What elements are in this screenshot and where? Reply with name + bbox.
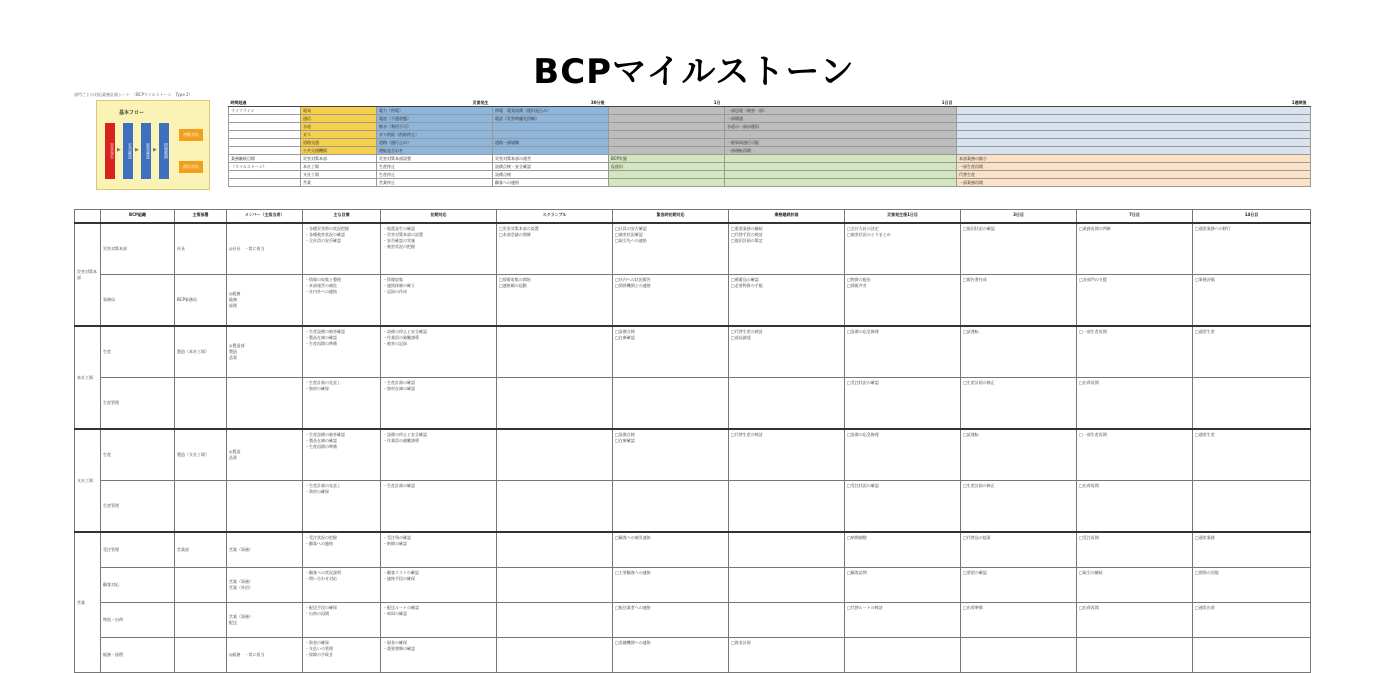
task-cell-org: 災害対策本部: [101, 223, 175, 275]
task-cell-org: 生産: [101, 429, 175, 481]
task-cell-goal: ・受注状況の把握 ・顧客への連絡: [303, 532, 381, 568]
task-cell-init: ・配送ルートの確認 ・車両の確認: [381, 603, 497, 638]
task-cell-dept: [175, 568, 227, 603]
schedule-segment: 一般車両通行可能: [725, 139, 957, 147]
task-cell-goal: ・生産設備の被害確認 ・製品在庫の確認 ・生産再開の準備: [303, 429, 381, 481]
main-header-cell: 初期対応: [381, 210, 497, 224]
task-cell-scramble: [497, 532, 613, 568]
schedule-segment: [957, 107, 1311, 115]
task-cell-d14: □通常業務: [1193, 532, 1311, 568]
schedule-segment: 災害対策本部設置: [377, 155, 493, 163]
flow-title: 基本フロー: [119, 110, 145, 116]
schedule-segment: [609, 179, 725, 187]
schedule-segment: 代替生産: [957, 171, 1311, 179]
main-header-cell: スクランブル: [497, 210, 613, 224]
task-cell-member: ◎総務 総務 経理: [227, 275, 303, 327]
main-table-header: [75, 210, 1311, 224]
task-cell-d1: □設備の応急修理: [845, 326, 961, 378]
schedule-row-item: 電気: [301, 107, 377, 115]
schedule-row-label: [229, 147, 301, 155]
schedule-row: [229, 179, 1311, 187]
task-cell-d1: □設備の応急修理: [845, 429, 961, 481]
task-cell-dept: 製造（本社工場）: [175, 326, 227, 378]
flow-arrow-icon: ▶: [117, 147, 121, 153]
schedule-segment: 運転見合わせ: [377, 147, 493, 155]
task-cell-d14: □通常出荷: [1193, 603, 1311, 638]
task-cell-goal: ・配送手段の確保 ・出荷の再開: [303, 603, 381, 638]
task-cell-member: [227, 481, 303, 533]
task-cell-dept: 製造（支社工場）: [175, 429, 227, 481]
task-cell-d3: □試運転: [961, 326, 1077, 378]
task-cell-scramble: [497, 378, 613, 430]
schedule-segment: [493, 147, 609, 155]
task-cell-d7: [1077, 638, 1193, 673]
schedule-segment: 水道の一部が復旧: [725, 123, 957, 131]
task-cell-d1: □納期調整: [845, 532, 961, 568]
task-cell-d7: □出荷再開: [1077, 378, 1193, 430]
task-row: [75, 568, 1311, 603]
task-cell-bcp: [729, 532, 845, 568]
task-cell-d1: □顧客訪問: [845, 568, 961, 603]
schedule-segment: [725, 131, 957, 139]
task-cell-d1: □受注状況の確認: [845, 378, 961, 430]
task-cell-org: 生産管理: [101, 481, 175, 533]
task-cell-d7: □一部生産再開: [1077, 429, 1193, 481]
schedule-header-cell: 時間経過: [229, 100, 301, 107]
task-cell-init: ・現金の確保 ・重要書類の確認: [381, 638, 497, 673]
task-cell-goal: ・生産計画の見直し ・資材の確保: [303, 378, 381, 430]
schedule-header-cell: 災害発生: [377, 100, 493, 107]
task-cell-member: 営業（事務）: [227, 532, 303, 568]
sheet-caption: 部門ごとの対応業務計画シート （BCPマイルストーン Type 2）: [74, 92, 193, 97]
task-cell-member: ◎製造部 製造 品質: [227, 326, 303, 378]
schedule-row-item: 営業: [301, 179, 377, 187]
main-header-cell: 主管部署: [175, 210, 227, 224]
task-cell-scramble: [497, 638, 613, 673]
task-cell-dept: 営業部: [175, 532, 227, 568]
schedule-segment: 停電 電気設備（復旧見込み）: [493, 107, 609, 115]
schedule-row: [229, 163, 1311, 171]
task-cell-member: ◎総務 ・常に担当: [227, 638, 303, 673]
task-cell-goal: ・生産設備の被害確認 ・製品在庫の確認 ・生産再開の準備: [303, 326, 381, 378]
schedule-segment: 電話（不通状態）: [377, 115, 493, 123]
task-cell-d3: □出荷準備: [961, 603, 1077, 638]
task-cell-d14: [1193, 378, 1311, 430]
task-cell-d7: □一部生産再開: [1077, 326, 1193, 378]
task-cell-dept: BCP事務局: [175, 275, 227, 327]
schedule-segment: ガス供給（供給停止）: [377, 131, 493, 139]
task-cell-d14: □事後評価: [1193, 275, 1311, 327]
main-header-cell: 7日目: [1077, 210, 1193, 224]
task-cell-d3: □復旧状況の確認: [961, 223, 1077, 275]
task-cell-d1: □代替ルートの検討: [845, 603, 961, 638]
task-cell-d14: [1193, 481, 1311, 533]
flow-arrow-icon: ▶: [135, 147, 139, 153]
schedule-segment: [957, 131, 1311, 139]
task-cell-d7: □各部門の支援: [1077, 275, 1193, 327]
task-cell-d14: □通常生産: [1193, 429, 1311, 481]
schedule-segment: [725, 163, 957, 171]
task-cell-init: ・生産計画の確認: [381, 481, 497, 533]
schedule-segment: [609, 171, 725, 179]
schedule-segment: 設備点検: [493, 171, 609, 179]
schedule-segment: [725, 171, 957, 179]
schedule-row: [229, 115, 1311, 123]
task-cell-bcp: □資金計画: [729, 638, 845, 673]
schedule-row-label: 業務継続目標: [229, 155, 301, 163]
bcp-task-table: [74, 209, 1311, 673]
schedule-segment: 一部開通: [725, 115, 957, 123]
task-row: [75, 378, 1311, 430]
task-cell-member: ◎社長 ・常に担当: [227, 223, 303, 275]
task-cell-org: 総務・経理: [101, 638, 175, 673]
task-cell-d3: □報告書作成: [961, 275, 1077, 327]
task-row: [75, 326, 1311, 378]
schedule-segment: 顧客への連絡: [493, 179, 609, 187]
task-cell-bcp: □重要業務の継続 □代替手段の検討 □復旧計画の策定: [729, 223, 845, 275]
task-cell-bcp: [729, 603, 845, 638]
task-cell-d14: □通常生産: [1193, 326, 1311, 378]
schedule-segment: [957, 139, 1311, 147]
task-cell-init: ・設備の停止と安全確認 ・作業員の避難誘導 ・被害の記録: [381, 326, 497, 378]
task-cell-org: 物流・出荷: [101, 603, 175, 638]
schedule-segment: 道路（通行止め）: [377, 139, 493, 147]
task-cell-member: 営業（事務） 配送: [227, 603, 303, 638]
schedule-row: [229, 131, 1311, 139]
flow-tag-recovery: 復旧対応: [179, 161, 203, 173]
main-header-cell: 主な目標: [303, 210, 381, 224]
schedule-header-cell: 1日目: [725, 100, 957, 107]
task-cell-goal: ・顧客への状況説明 ・問い合わせ対応: [303, 568, 381, 603]
schedule-segment: BCP実施: [609, 155, 725, 163]
schedule-row-item: 通信: [301, 115, 377, 123]
schedule-row-label: [229, 131, 301, 139]
schedule-row-label: ライフライン: [229, 107, 301, 115]
schedule-row: [229, 123, 1311, 131]
task-cell-init: ・設備の停止と安全確認 ・作業員の避難誘導: [381, 429, 497, 481]
schedule-segment: [957, 147, 1311, 155]
task-cell-d7: □取引の継続: [1077, 568, 1193, 603]
schedule-segment: [725, 179, 957, 187]
schedule-row-label: [229, 139, 301, 147]
task-cell-dept: 社長: [175, 223, 227, 275]
task-cell-scramble: [497, 568, 613, 603]
schedule-row-item: 支社工場: [301, 171, 377, 179]
schedule-header-cell: 30分後: [493, 100, 609, 107]
main-header-cell: BCP組織: [101, 210, 175, 224]
task-cell-member: ◎製造 品質: [227, 429, 303, 481]
schedule-segment: [609, 147, 725, 155]
task-cell-d14: □関係の回復: [1193, 568, 1311, 603]
task-cell-d3: □生産計画の修正: [961, 481, 1077, 533]
task-cell-scramble: □災害対策本部の設置 □本部会議の開催: [497, 223, 613, 275]
schedule-segment: [609, 131, 725, 139]
schedule-row-item: ガス: [301, 131, 377, 139]
task-cell-d1: □全社方針の決定 □被害状況のとりまとめ: [845, 223, 961, 275]
task-cell-member: 営業（事務） 営業（外回）: [227, 568, 303, 603]
schedule-row-label: （マイルストーン）: [229, 163, 301, 171]
schedule-segment: [609, 139, 725, 147]
task-cell-d3: □代替品の提案: [961, 532, 1077, 568]
main-header-cell: 3日目: [961, 210, 1077, 224]
task-row: [75, 638, 1311, 673]
schedule-segment: [609, 107, 725, 115]
task-cell-goal: ・情報の収集と整理 ・本部運営の補佐 ・社内外への連絡: [303, 275, 381, 327]
flow-step-safety: 安否確認: [123, 123, 133, 179]
task-cell-goal: ・生産計画の見直し ・資材の確保: [303, 481, 381, 533]
schedule-row: [229, 171, 1311, 179]
task-cell-dept: [175, 603, 227, 638]
schedule-row-item: 本社工場: [301, 163, 377, 171]
task-row: [75, 275, 1311, 327]
task-cell-dept: [175, 378, 227, 430]
main-header-cell: 業務継続計画: [729, 210, 845, 224]
task-cell-org: 生産管理: [101, 378, 175, 430]
flow-tag-initial: 初動対応: [179, 129, 203, 141]
task-row: [75, 603, 1311, 638]
task-cell-scramble: [497, 429, 613, 481]
task-cell-d7: □業務再開の判断: [1077, 223, 1193, 275]
section-group-label: 本社工場: [75, 326, 101, 429]
task-cell-init: ・地震発生の確認 ・災害対策本部の設置 ・安否確認の実施 ・被害状況の把握: [381, 223, 497, 275]
task-row: [75, 223, 1311, 275]
schedule-row-label: [229, 123, 301, 131]
task-cell-org: 生産: [101, 326, 175, 378]
schedule-segment: [609, 115, 725, 123]
schedule-header-cell: 1日: [609, 100, 725, 107]
task-row: [75, 429, 1311, 481]
section-group-label: 支社工場: [75, 429, 101, 532]
schedule-row: [229, 139, 1311, 147]
flow-arrow-icon: ▶: [153, 147, 157, 153]
schedule-segment: 道路一部規制: [493, 139, 609, 147]
schedule-header-cell: 1週間後: [957, 100, 1311, 107]
schedule-row-item: 災害対策本部: [301, 155, 377, 163]
flow-step-damage: 被害確認: [141, 123, 151, 179]
task-cell-d1: □受注状況の確認: [845, 481, 961, 533]
schedule-segment: [957, 123, 1311, 131]
main-header-cell: 緊急時初期対応: [613, 210, 729, 224]
task-cell-bcp: □備蓄品の確認 □必要物資の手配: [729, 275, 845, 327]
schedule-row-item: 公共交通機関: [301, 147, 377, 155]
schedule-segment: [957, 115, 1311, 123]
task-cell-dept: [175, 481, 227, 533]
task-cell-member: [227, 378, 303, 430]
task-cell-init: ・情報収集 ・連絡体制の確立 ・記録の作成: [381, 275, 497, 327]
schedule-row-label: [229, 179, 301, 187]
task-cell-scramble: □情報収集の開始 □連絡網の起動: [497, 275, 613, 327]
schedule-segment: 仮復旧: [609, 163, 725, 171]
page-title: BCPマイルストーン: [533, 52, 855, 92]
task-cell-scramble: [497, 603, 613, 638]
schedule-row-item: 水道: [301, 123, 377, 131]
task-cell-emergency: □顧客への被災連絡: [613, 532, 729, 568]
main-header-cell: メンバー（主担当者）: [227, 210, 303, 224]
task-cell-d1: □物資の配布 □情報共有: [845, 275, 961, 327]
task-cell-emergency: □設備点検 □在庫確認: [613, 326, 729, 378]
task-cell-d7: □出荷再開: [1077, 481, 1193, 533]
main-header-cell: 災害発生後1日目: [845, 210, 961, 224]
task-cell-scramble: [497, 481, 613, 533]
section-group-label: 災害対策本部: [75, 223, 101, 326]
schedule-segment: [609, 123, 725, 131]
schedule-segment: 営業停止: [377, 179, 493, 187]
task-cell-d3: □要望の確認: [961, 568, 1077, 603]
schedule-row: [229, 155, 1311, 163]
schedule-row: [229, 147, 1311, 155]
schedule-segment: 電力（停電）: [377, 107, 493, 115]
task-cell-emergency: [613, 378, 729, 430]
task-cell-d7: □受注再開: [1077, 532, 1193, 568]
schedule-segment: [725, 155, 957, 163]
section-group-label: 営業: [75, 532, 101, 673]
schedule-segment: [493, 123, 609, 131]
flow-step-disaster: 災害発生: [105, 123, 115, 179]
milestone-schedule: [228, 100, 1311, 187]
task-cell-emergency: □金融機関への連絡: [613, 638, 729, 673]
task-cell-d1: [845, 638, 961, 673]
schedule-row: [229, 107, 1311, 115]
schedule-row-item: 道路交通: [301, 139, 377, 147]
task-cell-init: ・受注残の確認 ・納期の確認: [381, 532, 497, 568]
task-cell-bcp: □代替生産の検討 □部品調達: [729, 326, 845, 378]
task-cell-bcp: [729, 378, 845, 430]
task-cell-d14: □通常業務への移行: [1193, 223, 1311, 275]
task-cell-emergency: □配送業者への連絡: [613, 603, 729, 638]
schedule-segment: 一部業務再開: [957, 179, 1311, 187]
task-cell-init: ・顧客リストの確認 ・連絡手段の確保: [381, 568, 497, 603]
task-cell-emergency: [613, 481, 729, 533]
task-cell-d3: [961, 638, 1077, 673]
schedule-segment: 一部送電（被害一部）: [725, 107, 957, 115]
task-cell-bcp: [729, 568, 845, 603]
task-cell-emergency: □社員の安否確認 □被害状況確認 □取引先への連絡: [613, 223, 729, 275]
task-cell-bcp: [729, 481, 845, 533]
task-cell-goal: ・資金の確保 ・支払いの管理 ・保険の手続き: [303, 638, 381, 673]
schedule-segment: 生産停止: [377, 171, 493, 179]
schedule-segment: 災害対策本部の運営: [493, 155, 609, 163]
schedule-segment: 断水（利用不可）: [377, 123, 493, 131]
task-cell-d3: □試運転: [961, 429, 1077, 481]
task-row: [75, 532, 1311, 568]
schedule-segment: 設備点検・安全確認: [493, 163, 609, 171]
task-cell-emergency: □社内への状況報告 □関係機関との連絡: [613, 275, 729, 327]
task-cell-org: 受注管理: [101, 532, 175, 568]
schedule-segment: 生産停止: [377, 163, 493, 171]
task-cell-d7: □出荷再開: [1077, 603, 1193, 638]
task-cell-bcp: □代替生産の検討: [729, 429, 845, 481]
task-cell-d14: [1193, 638, 1311, 673]
task-cell-emergency: □設備点検 □在庫確認: [613, 429, 729, 481]
task-cell-org: 顧客対応: [101, 568, 175, 603]
schedule-segment: 一部生産再開: [957, 163, 1311, 171]
task-cell-init: ・生産計画の確認 ・資材在庫の確認: [381, 378, 497, 430]
schedule-segment: [493, 131, 609, 139]
main-header-cell: 14日目: [1193, 210, 1311, 224]
task-cell-d3: □生産計画の修正: [961, 378, 1077, 430]
task-cell-goal: ・各種災害時の状況把握 ・各種被害状況の確認 ・全社員の安否確認: [303, 223, 381, 275]
schedule-segment: 電話（災害時優先回線）: [493, 115, 609, 123]
task-row: [75, 481, 1311, 533]
schedule-segment: 本部業務の縮小: [957, 155, 1311, 163]
task-cell-emergency: □主要顧客への連絡: [613, 568, 729, 603]
schedule-row-label: [229, 115, 301, 123]
main-header-cell: [75, 210, 101, 224]
schedule-row-label: [229, 171, 301, 179]
task-cell-org: 事務局: [101, 275, 175, 327]
basic-flow-diagram: [96, 100, 210, 190]
flow-step-info: 情報整理: [159, 123, 169, 179]
task-cell-scramble: [497, 326, 613, 378]
task-cell-dept: [175, 638, 227, 673]
schedule-segment: 一部運転再開: [725, 147, 957, 155]
